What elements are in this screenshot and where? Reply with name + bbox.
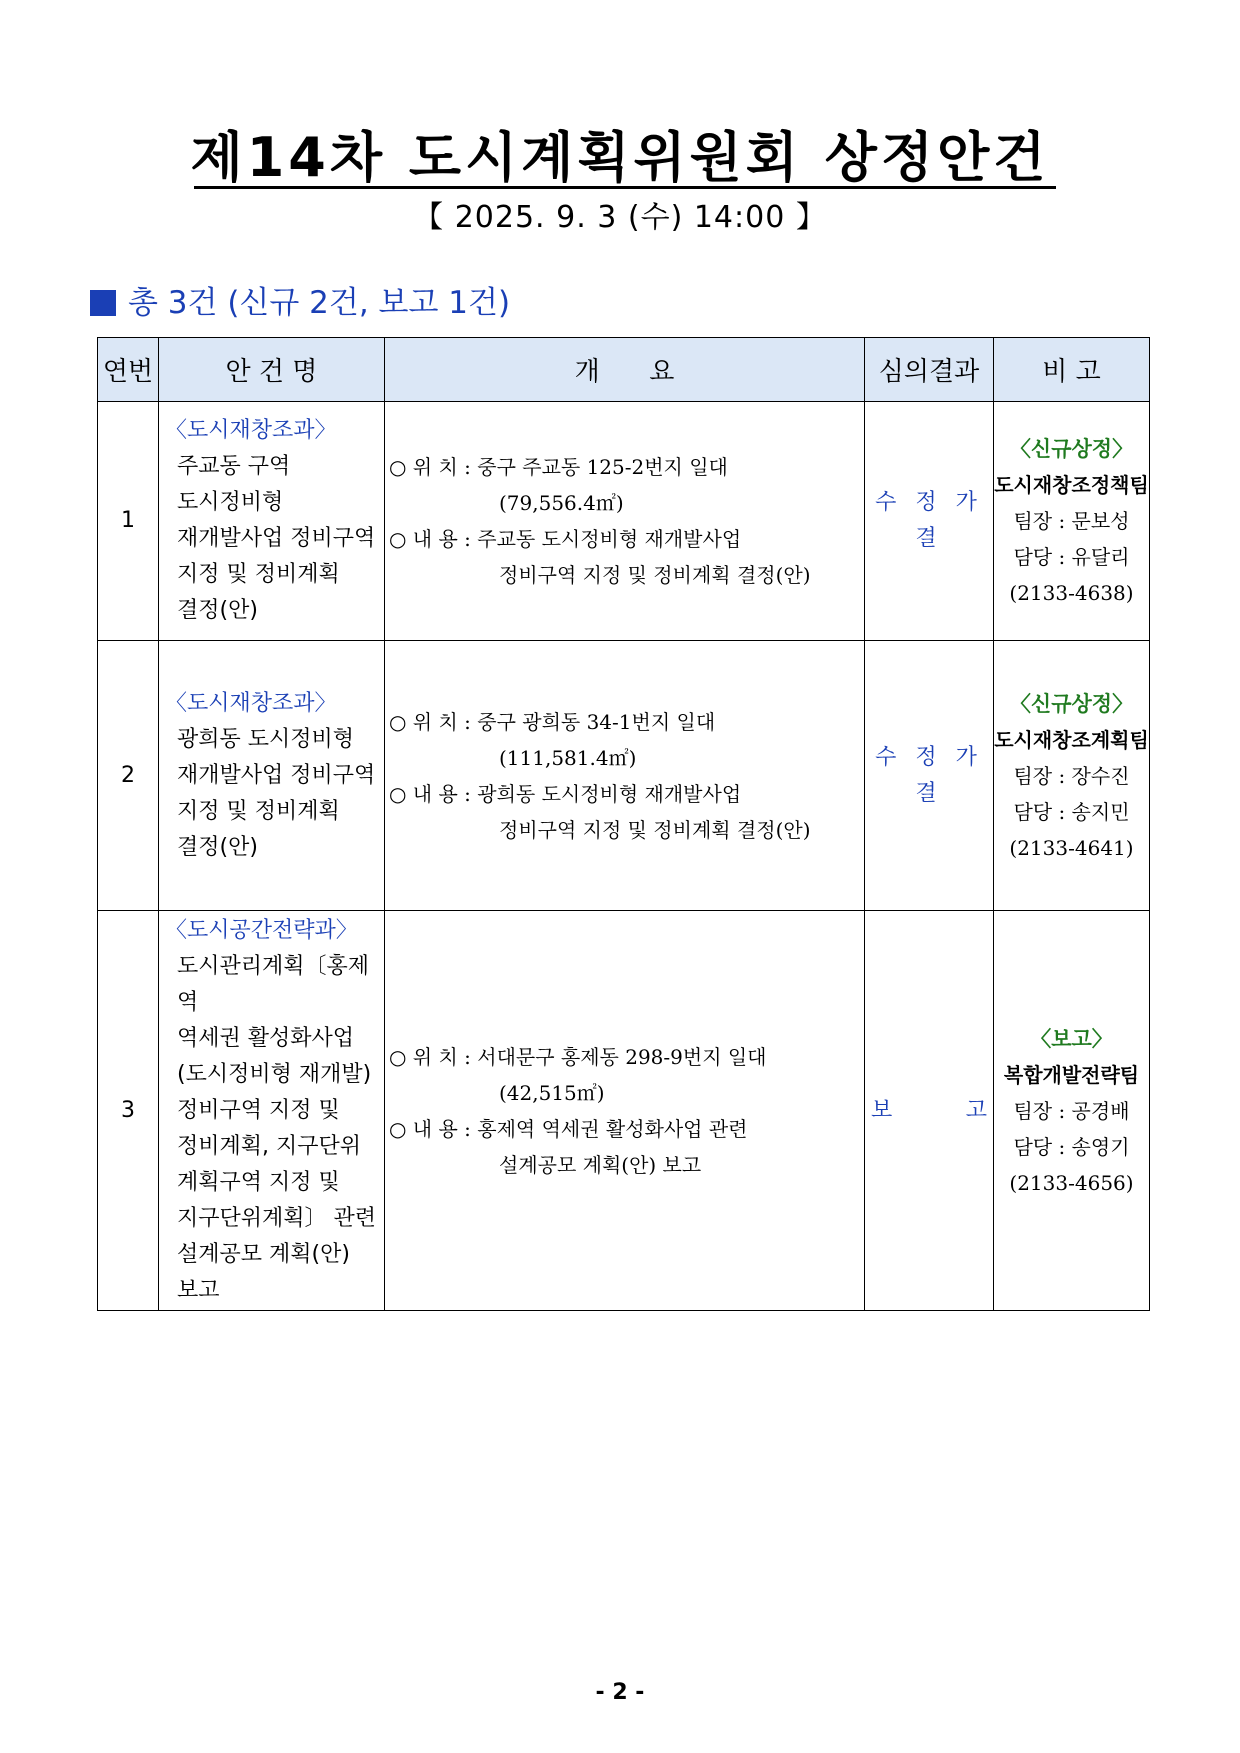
agenda-name-cell <box>159 402 385 641</box>
agenda-name-line: 도시정비형 <box>177 490 284 515</box>
team-name: 복합개발전략팀 <box>1003 1062 1140 1087</box>
remark-cell <box>994 641 1150 911</box>
staff-member: 담당 : 송지민 <box>1013 799 1130 824</box>
phone-number: (2133-4641) <box>1009 835 1134 860</box>
agenda-name-line: 지정 및 정비계획 <box>177 798 340 824</box>
header-name: 안 건 명 <box>159 338 385 402</box>
table-row <box>98 911 1150 1311</box>
agenda-name-line: 결정(안) <box>177 834 258 860</box>
phone-number: (2133-4638) <box>1009 581 1134 605</box>
table-row <box>98 641 1150 911</box>
team-leader: 팀장 : 문보성 <box>1013 509 1130 533</box>
area-line: (79,556.4㎡) <box>499 491 624 515</box>
remark-cell <box>994 402 1150 641</box>
page-title: 제14차 도시계획위원회 상정안건 <box>190 126 1050 189</box>
meeting-datetime: 【 2025. 9. 3 (수) 14:00 】 <box>413 200 827 235</box>
header-remark: 비 고 <box>994 338 1150 402</box>
agenda-name-line: 정비구역 지정 및 <box>177 1097 340 1123</box>
content-continuation: 정비구역 지정 및 정비계획 결정(안) <box>499 563 811 587</box>
department-label: 〈도시공간전략과〉 <box>165 917 358 943</box>
agenda-name-line: (도시정비형 재개발) <box>177 1061 372 1087</box>
content-line: ○ 내 용 : 광희동 도시정비형 재개발사업 <box>389 781 742 806</box>
review-result: 수 정 가 결 <box>865 641 994 911</box>
table-header-row <box>98 338 1150 402</box>
row-number: 3 <box>98 911 159 1311</box>
team-name: 도시재창조정책팀 <box>994 473 1149 497</box>
staff-member: 담당 : 송영기 <box>1013 1134 1130 1159</box>
review-result: 수 정 가 결 <box>865 402 994 641</box>
area-line: (42,515㎡) <box>499 1080 605 1105</box>
department-label: 〈도시재창조과〉 <box>165 418 337 443</box>
overview-cell <box>385 641 865 911</box>
staff-member: 담당 : 유달리 <box>1013 545 1130 569</box>
header-overview: 개 요 <box>385 338 865 402</box>
agenda-name-line: 재개발사업 정비구역 <box>177 526 376 551</box>
content-continuation: 설계공모 계획(안) 보고 <box>499 1152 702 1177</box>
status-tag: 〈신규상정〉 <box>1009 437 1134 461</box>
square-bullet-icon <box>90 290 116 316</box>
remark-cell <box>994 911 1150 1311</box>
review-result: 보 고 <box>865 911 994 1311</box>
content-line: ○ 내 용 : 주교동 도시정비형 재개발사업 <box>389 527 742 551</box>
summary-text: 총 3건 (신규 2건, 보고 1건) <box>128 285 511 321</box>
agenda-name-cell <box>159 911 385 1311</box>
agenda-name-line: 결정(안) <box>177 598 258 623</box>
team-leader: 팀장 : 장수진 <box>1013 763 1130 788</box>
agenda-name-line: 설계공모 계획(안) <box>177 1241 350 1267</box>
phone-number: (2133-4656) <box>1009 1170 1134 1195</box>
header-result: 심의결과 <box>865 338 994 402</box>
row-number: 1 <box>98 402 159 641</box>
area-line: (111,581.4㎡) <box>499 745 637 770</box>
agenda-name-line: 지구단위계획〕 관련 <box>177 1205 377 1231</box>
team-name: 도시재창조계획팀 <box>994 727 1149 752</box>
agenda-name-line: 광희동 도시정비형 <box>177 726 355 752</box>
agenda-summary <box>90 283 510 323</box>
location-line: ○ 위 치 : 중구 주교동 125-2번지 일대 <box>389 455 728 479</box>
agenda-table <box>97 337 1150 1311</box>
content-line: ○ 내 용 : 홍제역 역세권 활성화사업 관련 <box>389 1116 748 1141</box>
agenda-name-line: 주교동 구역 <box>177 454 291 479</box>
page-number: - 2 - <box>595 1680 645 1705</box>
overview-cell <box>385 911 865 1311</box>
overview-cell <box>385 402 865 641</box>
agenda-name-line: 정비계획, 지구단위 <box>177 1133 362 1159</box>
title-underline <box>194 186 1056 189</box>
row-number: 2 <box>98 641 159 911</box>
content-continuation: 정비구역 지정 및 정비계획 결정(안) <box>499 817 811 842</box>
department-label: 〈도시재창조과〉 <box>165 690 337 716</box>
agenda-name-line: 지정 및 정비계획 <box>177 562 340 587</box>
agenda-name-line: 역세권 활성화사업 <box>177 1025 355 1051</box>
agenda-name-line: 계획구역 지정 및 <box>177 1169 340 1195</box>
team-leader: 팀장 : 공경배 <box>1013 1098 1130 1123</box>
agenda-name-line: 도시관리계획〔홍제역 <box>177 953 370 1015</box>
agenda-name-cell <box>159 641 385 911</box>
agenda-name-line: 보고 <box>177 1277 220 1303</box>
location-line: ○ 위 치 : 서대문구 홍제동 298-9번지 일대 <box>389 1044 767 1069</box>
header-no: 연번 <box>98 338 159 402</box>
agenda-name-line: 재개발사업 정비구역 <box>177 762 376 788</box>
location-line: ○ 위 치 : 중구 광희동 34-1번지 일대 <box>389 709 716 734</box>
table-row <box>98 402 1150 641</box>
status-tag: 〈보고〉 <box>1030 1026 1113 1051</box>
status-tag: 〈신규상정〉 <box>1009 691 1134 716</box>
